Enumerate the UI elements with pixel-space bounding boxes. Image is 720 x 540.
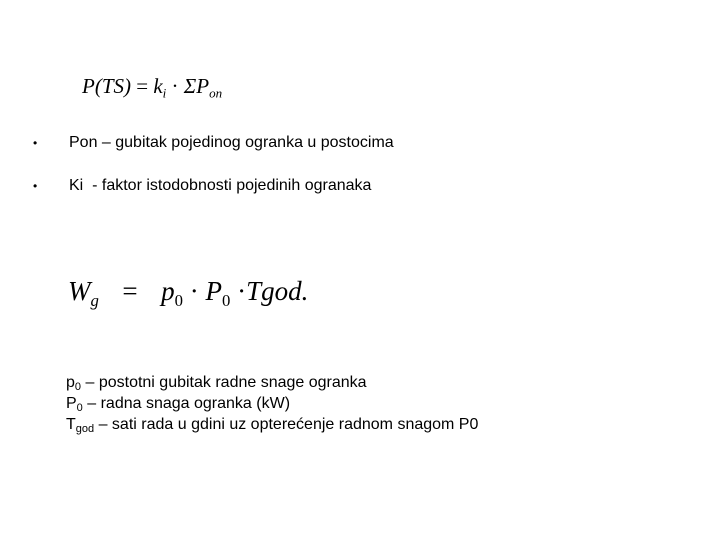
definition-subscript: god <box>75 423 95 435</box>
formula-lhs: P(TS) <box>82 74 131 98</box>
definition-P0 <box>66 393 478 414</box>
definition-subscript: 0 <box>76 402 83 414</box>
formula-dot: · <box>171 74 179 98</box>
bullet-item-ki <box>0 174 720 198</box>
formula-dot: · <box>237 276 247 306</box>
formula-p-sub: 0 <box>174 290 183 310</box>
definition-symbol: p <box>66 374 75 391</box>
formula-p: p <box>161 276 175 306</box>
definition-Tgod <box>66 414 478 435</box>
definition-symbol: P <box>66 395 77 412</box>
formula-sum: ΣP <box>183 74 210 98</box>
formula-tgod: Tgod. <box>246 276 309 306</box>
definition-symbol: T <box>66 416 76 433</box>
formula-equals: = <box>136 74 149 98</box>
bullet-marker: • <box>33 179 38 193</box>
bullet-item-pon <box>0 131 720 155</box>
formula-P: P <box>205 276 222 306</box>
bullet-text: Ki - faktor istodobnosti pojedinih ogranaka <box>69 177 372 194</box>
definition-text: – sati rada u gdini uz opterećenje radnom snagom P0 <box>94 416 479 433</box>
formula-P-sub: 0 <box>221 290 231 310</box>
bullet-text: Pon – gubitak pojedinog ogranka u postocima <box>69 134 394 151</box>
bullet-marker: • <box>33 136 38 150</box>
definition-p0 <box>66 372 478 393</box>
energy-formula <box>68 276 309 310</box>
loss-formula <box>82 74 222 99</box>
formula-equals: = <box>122 276 138 306</box>
formula-dot: · <box>189 276 199 306</box>
definition-subscript: 0 <box>74 381 82 393</box>
definitions-list <box>66 372 478 435</box>
definition-text: – postotni gubitak radne snage ogranka <box>81 374 367 391</box>
formula-coefficient: k <box>153 74 163 98</box>
formula-coefficient-sub: i <box>162 85 167 101</box>
formula-w: W <box>68 276 91 306</box>
definition-text: – radna snaga ogranka (kW) <box>82 395 291 412</box>
formula-w-sub: g <box>90 290 99 310</box>
formula-sum-sub: on <box>209 85 223 101</box>
